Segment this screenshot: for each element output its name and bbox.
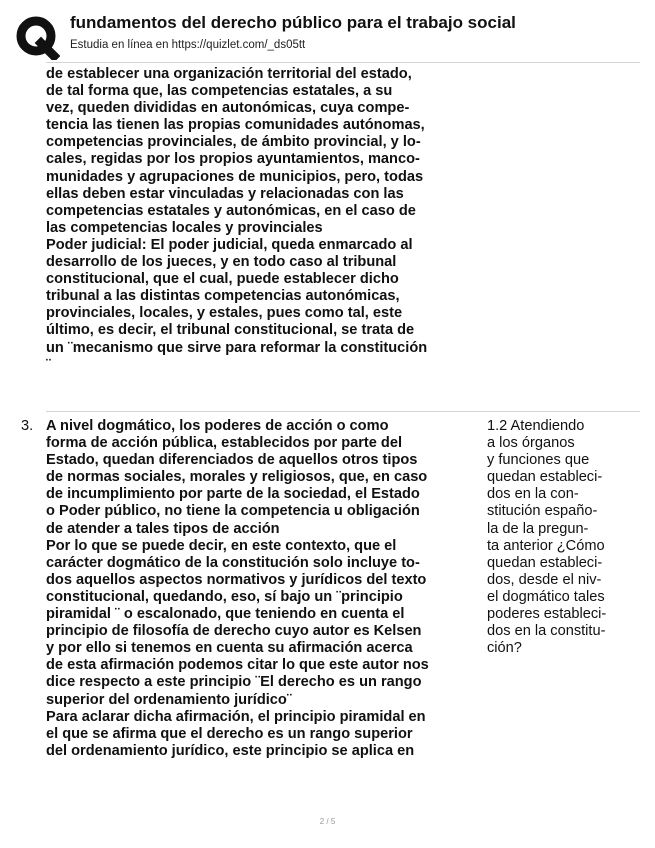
answer-line: tencia las tienen las propias comunidades autónomas, (46, 117, 425, 134)
quizlet-logo-icon (14, 14, 60, 60)
document-title: fundamentos del derecho público para el trabajo social (70, 13, 516, 32)
answer-line: de tal forma que, las competencias estatales, a su (46, 83, 393, 100)
answer-line: cales, regidas por los propios ayuntamientos, manco- (46, 151, 420, 168)
answer-line: Por lo que se puede decir, en este contexto, que el (46, 537, 397, 554)
answer-line: dos aquellos aspectos normativos y jurídicos del texto (46, 571, 427, 588)
answer-line: superior del ordenamiento jurídico¨ (46, 691, 292, 708)
answer-line: piramidal ¨ o escalonado, que teniendo en cuenta el (46, 606, 405, 623)
answer-line: principio de filosofía de derecho cuyo autor es Kelsen (46, 623, 422, 640)
answer-line: constitucional, que el cual, puede establecer dicho (46, 271, 399, 288)
answer-line: competencias estatales y autonómicas, en el caso de (46, 202, 416, 219)
answer-line: último, es decir, el tribunal constitucional, se trata de (46, 322, 415, 339)
answer-line: desarrollo de los jueces, y en todo caso al tribunal (46, 254, 397, 271)
answer-line: munidades y agrupaciones de municipios, pero, todas (46, 168, 424, 185)
term-line: el dogmático tales (487, 588, 605, 605)
answer-line: las competencias locales y provinciales (46, 219, 323, 236)
answer-line: ¨ (46, 356, 51, 373)
answer-line: de normas sociales, morales y religiosos, que, en caso (46, 469, 428, 486)
answer-line: y por ello si tenemos en cuenta su afirmación acerca (46, 640, 413, 657)
answer-line: de incumplimiento por parte de la sociedad, el Estado (46, 486, 420, 503)
page-header (14, 12, 644, 62)
term-line: quedan estableci- (487, 469, 603, 486)
answer-line: Poder judicial: El poder judicial, queda enmarcado al (46, 236, 413, 253)
card-divider (46, 411, 640, 412)
term-line: ta anterior ¿Cómo (487, 537, 605, 554)
term-line: la de la pregun- (487, 520, 589, 537)
question-term (487, 418, 637, 657)
answer-line: de establecer una organización territorial del estado, (46, 66, 412, 82)
term-line: quedan estableci- (487, 554, 603, 571)
answer-line: ellas deben estar vinculadas y relacionadas con las (46, 185, 404, 202)
answer-line: tribunal a las distintas competencias autonómicas, (46, 288, 400, 305)
answer-line: Estado, quedan diferenciados de aquellos otros tipos (46, 452, 418, 469)
answer-line: competencias provinciales, de ámbito provincial, y lo- (46, 134, 421, 151)
term-line: a los órganos (487, 435, 575, 452)
previous-answer-continuation (46, 66, 486, 374)
answer-line: un ¨mecanismo que sirve para reformar la constitución (46, 339, 428, 356)
answer-line: forma de acción pública, establecidos por parte del (46, 435, 403, 452)
answer-line: el que se afirma que el derecho es un rango superior (46, 725, 413, 742)
question-answer (46, 418, 486, 760)
answer-line: del ordenamiento jurídico, este principio se aplica en (46, 742, 415, 759)
answer-line: de esta afirmación podemos citar lo que este autor nos (46, 657, 429, 674)
term-line: dos en la con- (487, 486, 579, 503)
page-number: 2 / 5 (319, 817, 336, 826)
header-divider (46, 62, 640, 63)
question-number: 3. (21, 418, 34, 434)
term-line: dos, desde el niv- (487, 571, 602, 588)
answer-line: Para aclarar dicha afirmación, el principio piramidal en (46, 708, 426, 725)
term-line: poderes estableci- (487, 606, 607, 623)
term-line: stitución españo- (487, 503, 598, 520)
term-line: y funciones que (487, 452, 590, 469)
answer-line: o Poder público, no tiene la competencia u obligación (46, 503, 420, 520)
answer-line: vez, queden divididas en autonómicas, cuya compe- (46, 100, 410, 117)
answer-line: constitucional, quedando, eso, sí bajo un ¨principio (46, 588, 403, 605)
term-line: ción? (487, 640, 522, 657)
answer-line: carácter dogmático de la constitución solo incluye to- (46, 554, 420, 571)
answer-line: de atender a tales tipos de acción (46, 520, 280, 537)
answer-line: A nivel dogmático, los poderes de acción o como (46, 418, 389, 434)
answer-line: provinciales, locales, y estales, pues como tal, este (46, 305, 403, 322)
answer-line: dice respecto a este principio ¨El derecho es un rango (46, 674, 422, 691)
term-line: 1.2 Atendiendo (487, 418, 585, 434)
term-line: dos en la constitu- (487, 623, 606, 640)
study-online-link[interactable]: Estudia en línea en https://quizlet.com/_ds05tt (70, 39, 306, 51)
